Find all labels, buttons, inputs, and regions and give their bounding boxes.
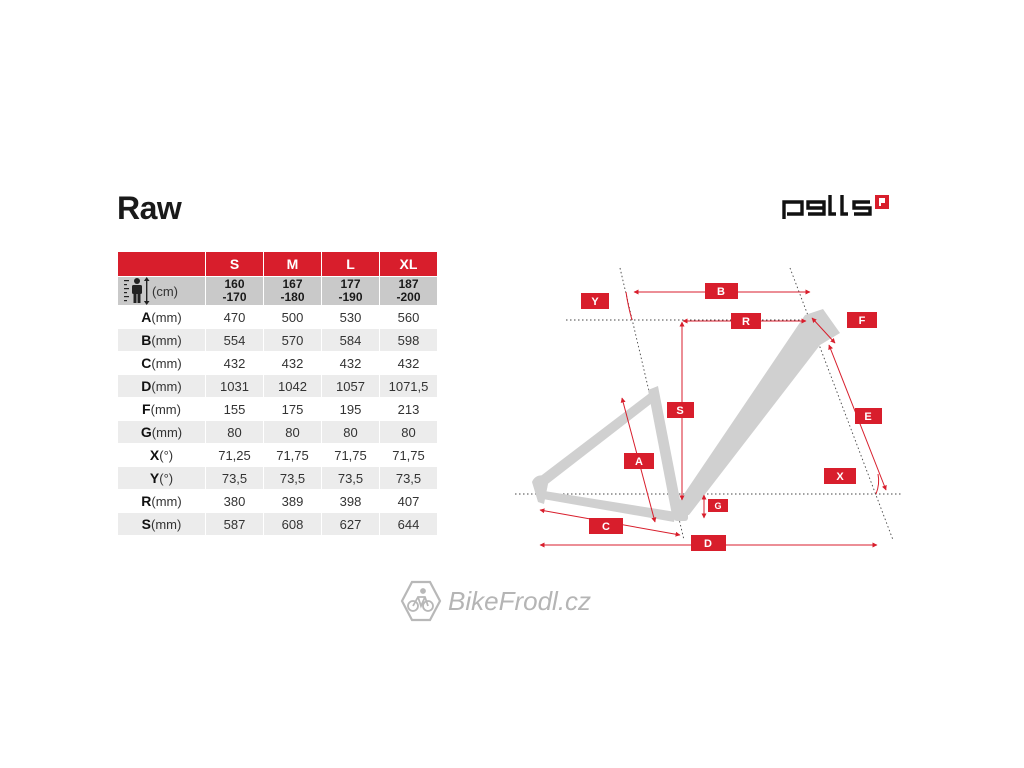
rider-height-unit: (cm) [152,283,178,299]
table-cell: 570 [264,329,322,352]
table-cell: 73,5 [322,467,380,490]
label-x [824,468,856,484]
table-row [118,490,438,513]
table-row [118,513,438,536]
row-label: C(mm) [118,352,206,375]
svg-text:R: R [742,316,750,328]
table-row [118,329,438,352]
label-e [855,408,882,424]
table-cell: 389 [264,490,322,513]
table-cell: 500 [264,306,322,329]
row-label: Y(°) [118,467,206,490]
table-cell: 432 [206,352,264,375]
bicycle-icon [408,589,433,611]
label-s [667,402,694,418]
rider-height-label [118,277,206,306]
table-cell: 1071,5 [380,375,438,398]
table-cell: 644 [380,513,438,536]
table-cell: 584 [322,329,380,352]
height-cell-s: 160 -170 [206,277,264,306]
table-cell: 155 [206,398,264,421]
label-c [589,518,623,534]
table-cell: 380 [206,490,264,513]
svg-text:X: X [836,471,844,483]
table-cell: 598 [380,329,438,352]
table-cell: 71,75 [322,444,380,467]
height-cell-l: 177 -190 [322,277,380,306]
label-r [731,313,761,329]
table-cell: 80 [264,421,322,444]
row-label: B(mm) [118,329,206,352]
table-row [118,375,438,398]
svg-text:E: E [864,411,872,423]
table-row [118,352,438,375]
label-a [624,453,654,469]
label-g [708,499,728,512]
table-cell: 587 [206,513,264,536]
table-cell: 554 [206,329,264,352]
table-cell: 608 [264,513,322,536]
table-cell: 1057 [322,375,380,398]
height-cell-m: 167 -180 [264,277,322,306]
table-cell: 73,5 [380,467,438,490]
table-cell: 175 [264,398,322,421]
table-cell: 432 [322,352,380,375]
label-y [581,293,609,309]
brand-logo [780,193,910,221]
geometry-table [117,251,438,536]
table-cell: 560 [380,306,438,329]
table-header-corner [118,252,206,277]
size-header-l: L [322,252,380,277]
row-label: D(mm) [118,375,206,398]
size-header-s: S [206,252,264,277]
table-cell: 470 [206,306,264,329]
label-f [847,312,877,328]
table-cell: 80 [322,421,380,444]
table-cell: 432 [380,352,438,375]
svg-text:F: F [858,315,866,327]
svg-text:B: B [717,286,725,298]
table-cell: 1042 [264,375,322,398]
row-label: A(mm) [118,306,206,329]
table-cell: 73,5 [264,467,322,490]
table-cell: 432 [264,352,322,375]
table-cell: 71,75 [264,444,322,467]
table-cell: 407 [380,490,438,513]
page-title: Raw [117,190,182,226]
rider-height-row [118,277,438,306]
svg-text:Y: Y [591,296,599,308]
table-cell: 213 [380,398,438,421]
table-cell: 71,75 [380,444,438,467]
svg-text:C: C [602,521,610,533]
table-row [118,444,438,467]
table-row [118,467,438,490]
row-label: G(mm) [118,421,206,444]
rider-height-icon [124,277,150,305]
row-label: R(mm) [118,490,206,513]
table-cell: 627 [322,513,380,536]
table-cell: 1031 [206,375,264,398]
row-label: X(°) [118,444,206,467]
table-cell: 73,5 [206,467,264,490]
label-d [691,535,726,551]
table-cell: 195 [322,398,380,421]
table-cell: 71,25 [206,444,264,467]
watermark-logo [398,578,638,624]
size-header-xl: XL [380,252,438,277]
row-label: F(mm) [118,398,206,421]
label-b [705,283,738,299]
table-row [118,306,438,329]
size-header-m: M [264,252,322,277]
table-row [118,398,438,421]
table-cell: 80 [206,421,264,444]
table-cell: 530 [322,306,380,329]
row-label: S(mm) [118,513,206,536]
height-cell-xl: 187 -200 [380,277,438,306]
svg-text:D: D [704,538,712,550]
frame-geometry-diagram [500,255,940,575]
watermark-text: BikeFrodl.cz [448,586,592,616]
svg-text:G: G [714,501,722,511]
table-cell: 80 [380,421,438,444]
table-cell: 398 [322,490,380,513]
svg-text:A: A [635,456,643,468]
table-row [118,421,438,444]
svg-text:S: S [676,405,684,417]
